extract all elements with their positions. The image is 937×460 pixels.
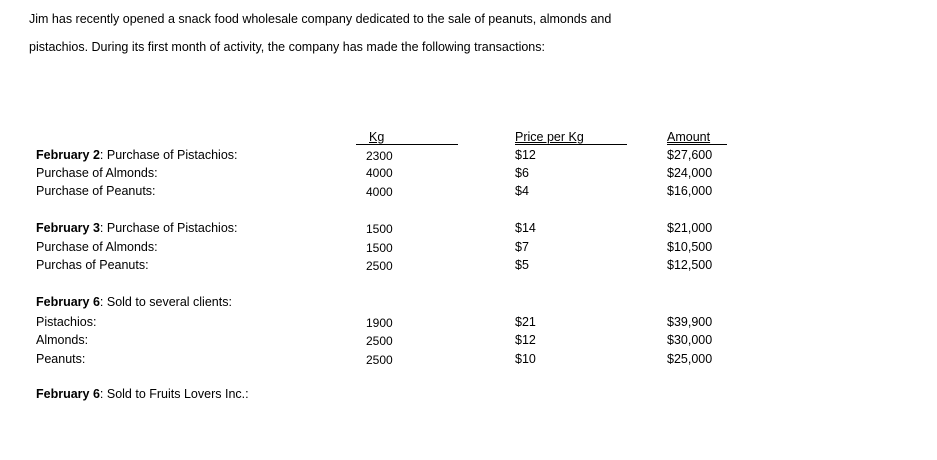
kg-cell: 2500: [366, 353, 393, 367]
header-price-underline: [515, 144, 627, 145]
kg-cell: 2300: [366, 149, 393, 163]
kg-cell: 1500: [366, 241, 393, 255]
price-cell: $5: [515, 258, 529, 272]
row-label: Almonds:: [36, 333, 89, 347]
row-label: February 2: Purchase of Pistachios:: [36, 148, 238, 162]
kg-cell: 1900: [366, 316, 393, 330]
header-kg-underline: [356, 144, 458, 145]
row-label: Purchase of Peanuts:: [36, 184, 156, 198]
kg-cell: 1500: [366, 222, 393, 236]
date-label: February 2: [36, 148, 100, 162]
date-label: February 6: [36, 387, 100, 401]
intro-line-1: Jim has recently opened a snack food wholesale company dedicated to the sale of peanuts, almonds and: [29, 12, 612, 26]
intro-line-2: pistachios. During its first month of activity, the company has made the following transactions:: [29, 40, 545, 54]
amount-cell: $12,500: [667, 258, 713, 272]
price-cell: $21: [515, 315, 536, 329]
row-label: Pistachios:: [36, 315, 97, 329]
price-cell: $4: [515, 184, 529, 198]
header-kg: Kg: [369, 130, 385, 144]
amount-cell: $24,000: [667, 166, 713, 180]
row-label: Purchase of Almonds:: [36, 166, 158, 180]
amount-cell: $27,600: [667, 148, 713, 162]
amount-cell: $39,900: [667, 315, 713, 329]
price-cell: $14: [515, 221, 536, 235]
amount-cell: $30,000: [667, 333, 713, 347]
header-price: Price per Kg: [515, 130, 584, 144]
date-label: February 6: [36, 295, 100, 309]
row-label: Peanuts:: [36, 352, 86, 366]
amount-cell: $21,000: [667, 221, 713, 235]
row-label: Purchas of Peanuts:: [36, 258, 149, 272]
header-amount: Amount: [667, 130, 711, 144]
kg-cell: 4000: [366, 166, 393, 180]
price-cell: $10: [515, 352, 536, 366]
header-amount-underline: [667, 144, 727, 145]
price-cell: $12: [515, 148, 536, 162]
date-label: February 3: [36, 221, 100, 235]
section-title: February 6: Sold to Fruits Lovers Inc.:: [36, 387, 249, 401]
amount-cell: $25,000: [667, 352, 713, 366]
row-label: Purchase of Almonds:: [36, 240, 158, 254]
row-label: February 3: Purchase of Pistachios:: [36, 221, 238, 235]
kg-cell: 4000: [366, 185, 393, 199]
amount-cell: $16,000: [667, 184, 713, 198]
price-cell: $7: [515, 240, 529, 254]
price-cell: $12: [515, 333, 536, 347]
kg-cell: 2500: [366, 259, 393, 273]
amount-cell: $10,500: [667, 240, 713, 254]
section-title: February 6: Sold to several clients:: [36, 295, 232, 309]
price-cell: $6: [515, 166, 529, 180]
kg-cell: 2500: [366, 334, 393, 348]
